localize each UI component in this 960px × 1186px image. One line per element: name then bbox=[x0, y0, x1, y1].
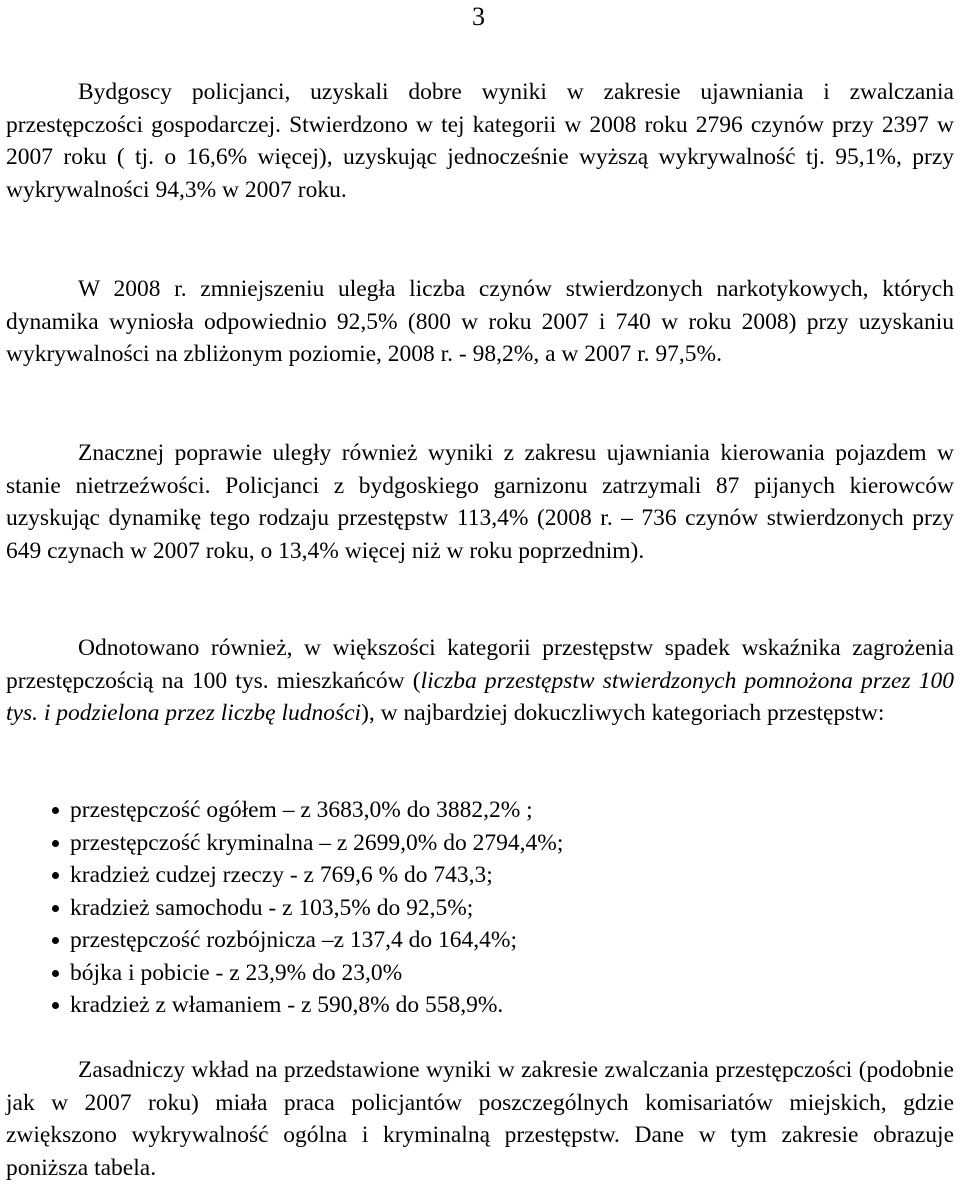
paragraph-drug-crime-text: W 2008 r. zmniejszeniu uległa liczba czynów stwierdzonych narkotykowych, których dynamika wyniosła odpowiednio 92,5% (800 w roku 2007 i 740 w roku 2008) przy uzyskaniu wykrywalności na zbliżonym poziomie, 2008 r. - 98,2%, a w 2007 r. 97,5%. bbox=[6, 276, 954, 367]
list-item-text: kradzież z włamaniem - z 590,8% do 558,9%. bbox=[70, 992, 504, 1018]
list-item-text: bójka i pobicie - z 23,9% do 23,0% bbox=[70, 959, 403, 986]
paragraph-economic-crime-text: Bydgoscy policjanci, uzyskali dobre wyniki w zakresie ujawniania i zwalczania przestępczości gospodarczej. Stwierdzono w tej kategorii w 2008 roku 2796 czynów przy 2397 w 2007 roku ( tj. o 16,6% więcej), uzyskując jednocześnie wyższą wykrywalność tj. 95,1%, przy wykrywalności 94,3% w 2007 roku. bbox=[6, 79, 954, 203]
paragraph-economic-crime bbox=[6, 76, 954, 206]
list-item-text: kradzież samochodu - z 103,5% do 92,5%; bbox=[70, 894, 474, 921]
list-item-text: kradzież cudzej rzeczy - z 769,6 % do 743,3; bbox=[70, 862, 493, 888]
bullet-icon bbox=[52, 937, 59, 944]
bullet-icon bbox=[52, 1002, 59, 1009]
paragraph-drunk-driving bbox=[6, 437, 954, 567]
list-item-text: przestępczość ogółem – z 3683,0% do 3882,2% ; bbox=[70, 797, 533, 823]
bullet-icon bbox=[52, 872, 59, 879]
bullet-icon bbox=[52, 970, 59, 977]
crime-category-list bbox=[50, 794, 563, 1022]
list-item bbox=[50, 794, 563, 827]
paragraph-threat-index-definition: liczba przestępstw stwierdzonych pomnożona przez 100 tys. i podzielona przez liczbę ludności bbox=[6, 667, 954, 726]
list-item-text: przestępczość kryminalna – z 2699,0% do 2794,4%; bbox=[70, 829, 564, 856]
paragraph-drunk-driving-text: Znacznej poprawie uległy również wyniki z zakresu ujawniania kierowania pojazdem w stanie nietrzeźwości. Policjanci z bydgoskiego garnizonu zatrzymali 87 pijanych kierowców uzyskując dynamikę tego rodzaju przestępstw 113,4% (2008 r. – 736 czynów stwierdzonych przy 649 czynach w 2007 roku, o 13,4% więcej niż w roku poprzednim). bbox=[6, 440, 954, 564]
list-item bbox=[50, 957, 563, 990]
list-item bbox=[50, 859, 563, 892]
list-item bbox=[50, 827, 563, 860]
list-item bbox=[50, 989, 563, 1022]
bullet-icon bbox=[52, 840, 59, 847]
paragraph-threat-index-end: ), w najbardziej dokuczliwych kategoriach przestępstw: bbox=[361, 700, 885, 726]
list-item bbox=[50, 892, 563, 925]
paragraph-threat-index-start: Odnotowano również, w większości kategorii przestępstw spadek wskaźnika zagrożenia przestępczością na 100 tys. mieszkańców ( bbox=[6, 635, 954, 694]
paragraph-police-contribution bbox=[6, 1054, 954, 1184]
paragraph-drug-crime bbox=[6, 273, 954, 371]
paragraph-police-contribution-text: Zasadniczy wkład na przedstawione wyniki w zakresie zwalczania przestępczości (podobnie jak w 2007 roku) miała praca policjantów poszczególnych komisariatów miejskich, gdzie zwiększono wykrywalność ogólna i kryminalną przestępstw. Dane w tym zakresie obrazuje poniższa tabela. bbox=[6, 1057, 954, 1181]
bullet-icon bbox=[52, 807, 59, 814]
bullet-icon bbox=[52, 905, 59, 912]
list-item-text: przestępczość rozbójnicza –z 137,4 do 164,4%; bbox=[70, 927, 517, 953]
list-item bbox=[50, 924, 563, 957]
page-number: 3 bbox=[472, 2, 485, 31]
paragraph-threat-index bbox=[6, 632, 954, 730]
